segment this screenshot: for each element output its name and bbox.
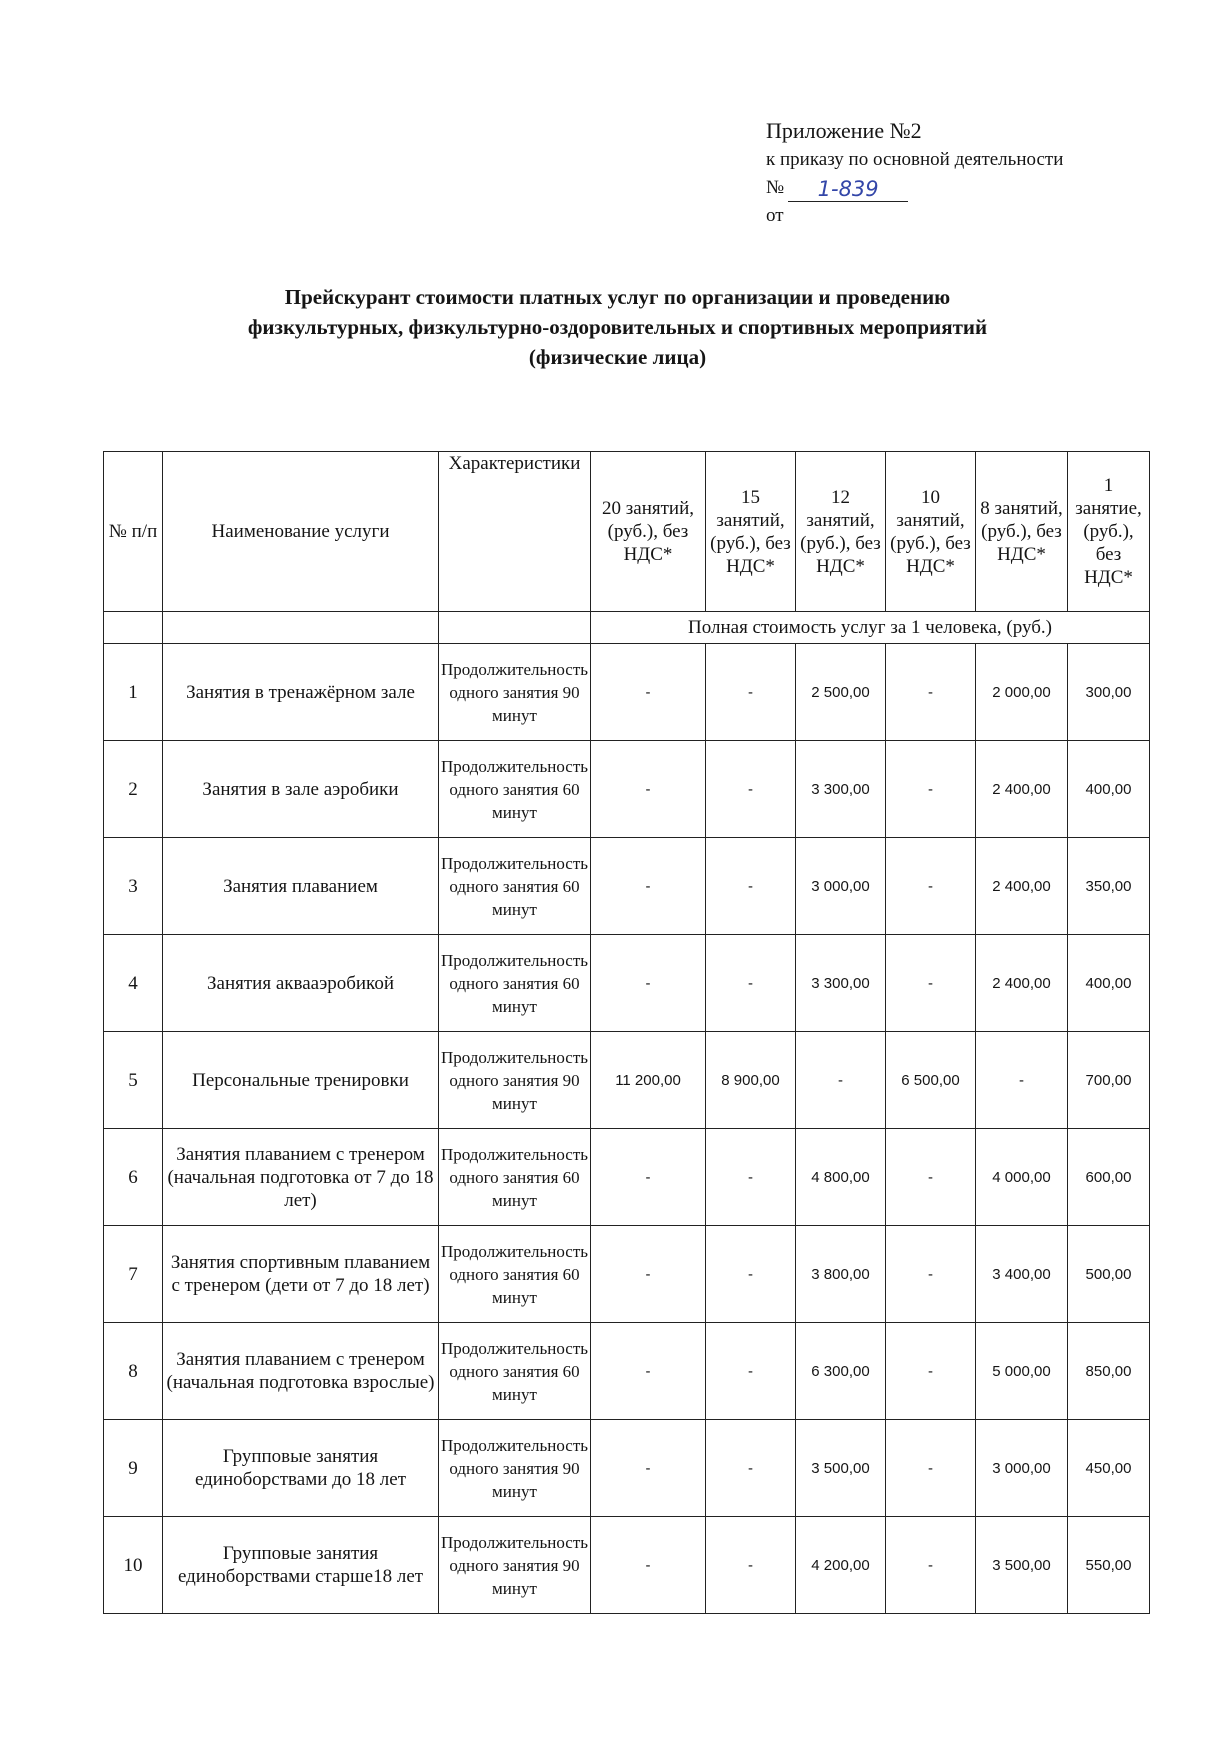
header-row: [104, 452, 1150, 612]
cell-20-sessions: -: [591, 644, 706, 741]
cell-10-sessions: -: [886, 935, 976, 1032]
cell-12-sessions: 4 800,00: [796, 1129, 886, 1226]
cell-20-sessions: -: [591, 1420, 706, 1517]
cell-8-sessions: -: [976, 1032, 1068, 1129]
title-line-2: физкультурных, физкультурно-оздоровительных и спортивных мероприятий: [247, 315, 988, 339]
cell-20-sessions: -: [591, 1226, 706, 1323]
document-title: [140, 282, 1095, 372]
cell-name: Занятия аквааэробикой: [163, 935, 439, 1032]
header-15-sessions: 15 занятий, (руб.), без НДС*: [706, 452, 796, 612]
cell-name: Групповые занятия единоборствами до 18 лет: [163, 1420, 439, 1517]
cell-features: Продолжительность одного занятия 90 минут: [439, 1032, 591, 1129]
header-12-sessions: 12 занятий, (руб.), без НДС*: [796, 452, 886, 612]
appendix-title: Приложение №2: [766, 118, 922, 143]
cell-1-session: 500,00: [1068, 1226, 1150, 1323]
cell-10-sessions: -: [886, 1226, 976, 1323]
appendix-block: [766, 116, 1206, 230]
appendix-number-line: [766, 174, 1206, 202]
table-row: [104, 1517, 1150, 1614]
cell-10-sessions: -: [886, 1420, 976, 1517]
cell-1-session: 700,00: [1068, 1032, 1150, 1129]
cell-8-sessions: 4 000,00: [976, 1129, 1068, 1226]
cell-1-session: 300,00: [1068, 644, 1150, 741]
cell-12-sessions: 6 300,00: [796, 1323, 886, 1420]
cell-features: Продолжительность одного занятия 60 минут: [439, 1226, 591, 1323]
header-name: Наименование услуги: [163, 452, 439, 612]
cell-10-sessions: 6 500,00: [886, 1032, 976, 1129]
cell-15-sessions: -: [706, 1323, 796, 1420]
cell-1-session: 450,00: [1068, 1420, 1150, 1517]
cell-12-sessions: -: [796, 1032, 886, 1129]
cell-20-sessions: -: [591, 741, 706, 838]
cell-8-sessions: 2 000,00: [976, 644, 1068, 741]
cell-12-sessions: 3 300,00: [796, 935, 886, 1032]
cell-15-sessions: -: [706, 644, 796, 741]
cell-20-sessions: 11 200,00: [591, 1032, 706, 1129]
cell-20-sessions: -: [591, 838, 706, 935]
cell-features: Продолжительность одного занятия 90 минут: [439, 644, 591, 741]
cell-num: 4: [104, 935, 163, 1032]
cell-15-sessions: -: [706, 1420, 796, 1517]
cell-features: Продолжительность одного занятия 60 минут: [439, 935, 591, 1032]
table-row: [104, 644, 1150, 741]
price-table: [103, 451, 1150, 1614]
header-1-session: 1 занятие, (руб.), без НДС*: [1068, 452, 1150, 612]
cell-10-sessions: -: [886, 1129, 976, 1226]
cell-num: 3: [104, 838, 163, 935]
cell-num: 2: [104, 741, 163, 838]
cell-num: 9: [104, 1420, 163, 1517]
cell-name: Занятия в зале аэробики: [163, 741, 439, 838]
cell-name: Персональные тренировки: [163, 1032, 439, 1129]
cell-8-sessions: 3 000,00: [976, 1420, 1068, 1517]
cell-8-sessions: 3 500,00: [976, 1517, 1068, 1614]
cell-12-sessions: 3 800,00: [796, 1226, 886, 1323]
header-8-sessions: 8 занятий, (руб.), без НДС*: [976, 452, 1068, 612]
table-row: [104, 1129, 1150, 1226]
subheader-empty-name: [163, 612, 439, 644]
cell-20-sessions: -: [591, 1129, 706, 1226]
cell-15-sessions: 8 900,00: [706, 1032, 796, 1129]
header-10-sessions: 10 занятий, (руб.), без НДС*: [886, 452, 976, 612]
cell-10-sessions: -: [886, 1517, 976, 1614]
table-row: [104, 741, 1150, 838]
title-line-3: (физические лица): [528, 345, 707, 369]
cell-num: 1: [104, 644, 163, 741]
cell-num: 8: [104, 1323, 163, 1420]
cell-features: Продолжительность одного занятия 60 минут: [439, 741, 591, 838]
table-row: [104, 1226, 1150, 1323]
cell-features: Продолжительность одного занятия 60 минут: [439, 1129, 591, 1226]
cell-8-sessions: 2 400,00: [976, 935, 1068, 1032]
cell-num: 5: [104, 1032, 163, 1129]
cell-name: Занятия в тренажёрном зале: [163, 644, 439, 741]
subheader-row: [104, 612, 1150, 644]
cell-name: Групповые занятия единоборствами старше18 лет: [163, 1517, 439, 1614]
cell-12-sessions: 3 300,00: [796, 741, 886, 838]
table-row: [104, 1420, 1150, 1517]
title-line-1: Прейскурант стоимости платных услуг по организации и проведению: [284, 285, 951, 309]
cell-10-sessions: -: [886, 741, 976, 838]
appendix-number-prefix: №: [766, 177, 785, 198]
cell-1-session: 600,00: [1068, 1129, 1150, 1226]
price-table-body: [104, 644, 1150, 1614]
cell-15-sessions: -: [706, 1517, 796, 1614]
header-20-sessions: 20 занятий, (руб.), без НДС*: [591, 452, 706, 612]
cell-name: Занятия спортивным плаванием с тренером (дети от 7 до 18 лет): [163, 1226, 439, 1323]
cell-12-sessions: 2 500,00: [796, 644, 886, 741]
cell-name: Занятия плаванием с тренером (начальная подготовка взрослые): [163, 1323, 439, 1420]
appendix-date-line: от: [766, 205, 784, 226]
appendix-order-line: к приказу по основной деятельности: [766, 149, 1064, 170]
cell-10-sessions: -: [886, 644, 976, 741]
cell-8-sessions: 2 400,00: [976, 838, 1068, 935]
cell-num: 10: [104, 1517, 163, 1614]
cell-name: Занятия плаванием: [163, 838, 439, 935]
cell-20-sessions: -: [591, 1517, 706, 1614]
cell-15-sessions: -: [706, 935, 796, 1032]
cell-15-sessions: -: [706, 741, 796, 838]
cell-features: Продолжительность одного занятия 90 минут: [439, 1517, 591, 1614]
cell-num: 6: [104, 1129, 163, 1226]
subheader-empty-num: [104, 612, 163, 644]
subheader-full-cost: Полная стоимость услуг за 1 человека, (руб.): [591, 612, 1150, 644]
cell-features: Продолжительность одного занятия 60 минут: [439, 838, 591, 935]
table-row: [104, 1032, 1150, 1129]
cell-1-session: 400,00: [1068, 741, 1150, 838]
cell-20-sessions: -: [591, 1323, 706, 1420]
cell-8-sessions: 5 000,00: [976, 1323, 1068, 1420]
cell-features: Продолжительность одного занятия 90 минут: [439, 1420, 591, 1517]
table-row: [104, 1323, 1150, 1420]
cell-1-session: 400,00: [1068, 935, 1150, 1032]
cell-15-sessions: -: [706, 1226, 796, 1323]
header-num: № п/п: [104, 452, 163, 612]
cell-num: 7: [104, 1226, 163, 1323]
cell-12-sessions: 3 000,00: [796, 838, 886, 935]
cell-1-session: 550,00: [1068, 1517, 1150, 1614]
cell-features: Продолжительность одного занятия 60 минут: [439, 1323, 591, 1420]
cell-12-sessions: 4 200,00: [796, 1517, 886, 1614]
cell-1-session: 850,00: [1068, 1323, 1150, 1420]
table-row: [104, 935, 1150, 1032]
cell-12-sessions: 3 500,00: [796, 1420, 886, 1517]
cell-15-sessions: -: [706, 838, 796, 935]
subheader-empty-features: [439, 612, 591, 644]
cell-10-sessions: -: [886, 1323, 976, 1420]
cell-8-sessions: 3 400,00: [976, 1226, 1068, 1323]
appendix-number-handwritten: 1-839: [788, 177, 908, 202]
cell-20-sessions: -: [591, 935, 706, 1032]
cell-10-sessions: -: [886, 838, 976, 935]
cell-15-sessions: -: [706, 1129, 796, 1226]
header-features: Характеристики: [439, 452, 591, 612]
cell-name: Занятия плаванием с тренером (начальная подготовка от 7 до 18 лет): [163, 1129, 439, 1226]
cell-8-sessions: 2 400,00: [976, 741, 1068, 838]
cell-1-session: 350,00: [1068, 838, 1150, 935]
table-row: [104, 838, 1150, 935]
